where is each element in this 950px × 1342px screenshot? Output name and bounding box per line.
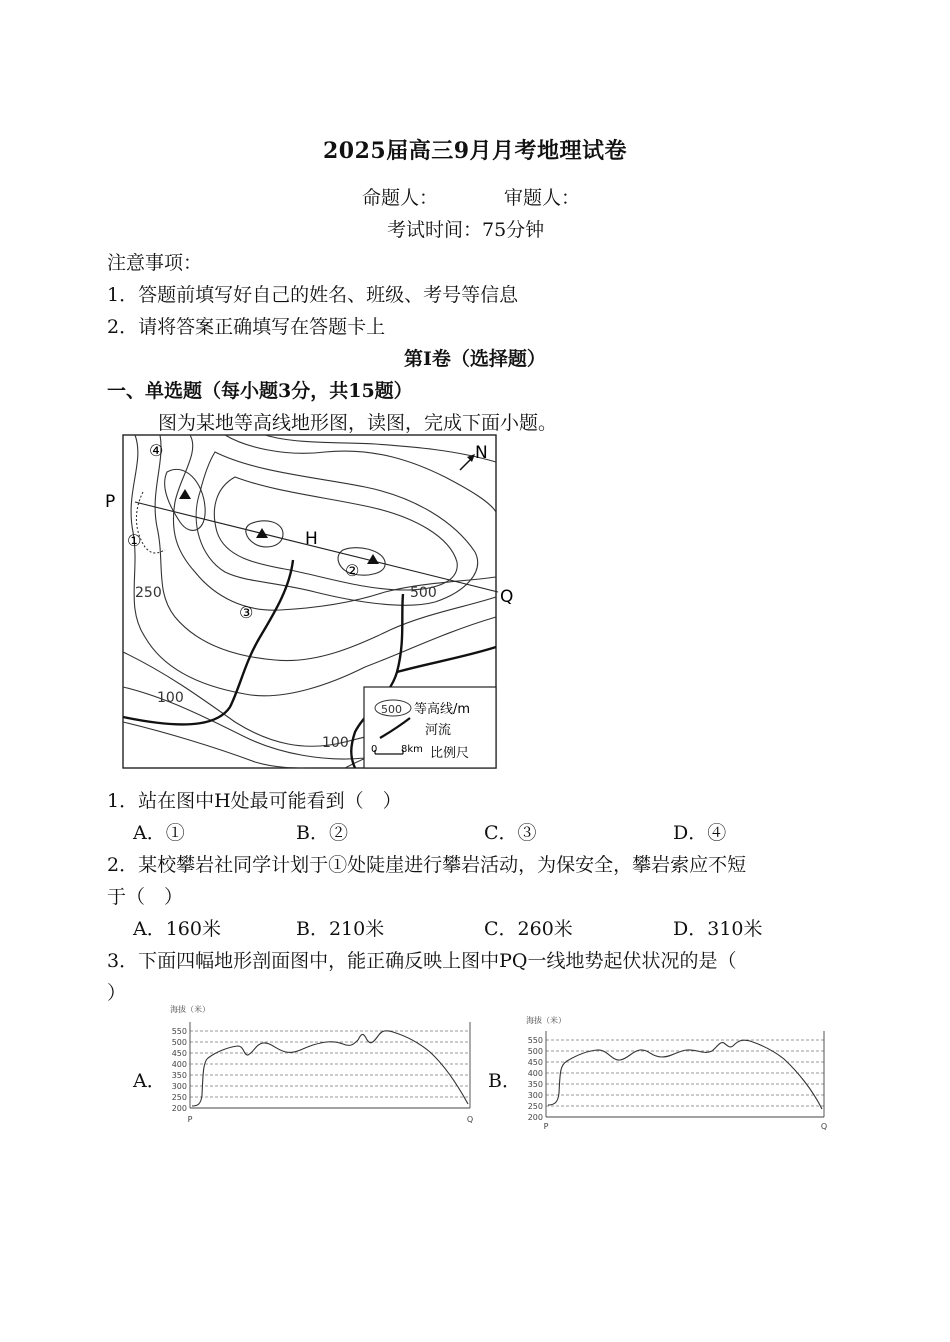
profile-x-end: Q [466, 1115, 474, 1124]
q2-option-b[interactable]: B．210米 [296, 918, 385, 940]
profile-tick: 350 [527, 1080, 543, 1089]
profile-tick: 400 [171, 1060, 187, 1069]
profile-ylabel: 海拔（米） [170, 1005, 210, 1014]
map-elev-100: 100 [157, 690, 184, 706]
question-1-stem: 1．站在图中H处最可能看到（ ） [107, 790, 402, 812]
note-item: 2．请将答案正确填写在答题卡上 [107, 316, 386, 338]
profile-tick: 500 [527, 1047, 543, 1056]
q2-option-a[interactable]: A．160米 [133, 918, 221, 940]
volume-heading: 第Ⅰ卷（选择题） [404, 348, 546, 370]
profile-tick: 450 [527, 1058, 543, 1067]
profile-chart-b [522, 1013, 832, 1133]
legend-contour-sample: 500 [381, 703, 402, 716]
map-label-q: Q [500, 587, 514, 607]
question-3-stem-cont: ） [107, 982, 127, 1004]
q1-option-b[interactable]: B．② [296, 822, 348, 844]
legend-scale-km: 8km [401, 744, 423, 755]
question-2-stem-cont: 于（ ） [107, 886, 184, 908]
map-label-n: N [475, 443, 488, 463]
map-label-c4: ④ [149, 441, 164, 460]
map-elev-500: 500 [410, 585, 437, 601]
profile-tick: 550 [527, 1036, 543, 1045]
profile-x-start: P [543, 1122, 549, 1131]
map-elev-100: 100 [322, 735, 349, 751]
intro-text: 图为某地等高线地形图，读图，完成下面小题。 [158, 412, 558, 434]
q3-option-b[interactable]: B． [488, 1070, 521, 1092]
profile-tick: 300 [527, 1091, 543, 1100]
legend-river-label: 河流 [425, 723, 452, 738]
profile-tick: 550 [171, 1027, 187, 1036]
q3-option-a[interactable]: A． [133, 1070, 166, 1092]
profile-tick: 350 [171, 1071, 187, 1080]
profile-tick: 200 [171, 1104, 187, 1113]
profile-tick: 250 [527, 1102, 543, 1111]
map-label-c2: ② [345, 561, 360, 580]
reviewer-label: 审题人： [504, 187, 581, 209]
profile-chart-a [168, 1000, 478, 1130]
map-label-c3: ③ [239, 603, 254, 622]
profile-tick: 450 [171, 1049, 187, 1058]
q2-option-d[interactable]: D．310米 [673, 918, 763, 940]
profile-ylabel: 海拔（米） [526, 1016, 566, 1025]
setter-label: 命题人： [362, 187, 439, 209]
profile-tick: 500 [171, 1038, 187, 1047]
legend-contour-label: 等高线/m [414, 702, 471, 717]
q1-option-d[interactable]: D．④ [673, 822, 727, 844]
page-title: 2025届高三9月月考地理试卷 [322, 138, 628, 164]
map-label-p: P [105, 492, 116, 512]
legend-scale-label: 比例尺 [430, 746, 470, 761]
exam-time: 考试时间：75分钟 [387, 219, 545, 241]
map-label-c1: ① [127, 531, 142, 550]
map-elev-250: 250 [135, 585, 162, 601]
question-2-stem: 2．某校攀岩社同学计划于①处陡崖进行攀岩活动，为保安全，攀岩索应不短 [107, 854, 747, 876]
q2-option-c[interactable]: C．260米 [484, 918, 573, 940]
note-item: 1．答题前填写好自己的姓名、班级、考号等信息 [107, 284, 519, 306]
question-3-stem: 3．下面四幅地形剖面图中，能正确反映上图中PQ一线地势起伏状况的是（ [107, 950, 737, 972]
profile-x-start: P [187, 1115, 193, 1124]
notes-heading: 注意事项： [107, 252, 203, 274]
part-heading: 一、单选题（每小题3分，共15题） [107, 380, 413, 402]
profile-tick: 300 [171, 1082, 187, 1091]
contour-map [105, 432, 525, 777]
profile-tick: 200 [527, 1113, 543, 1122]
profile-x-end: Q [820, 1122, 828, 1131]
map-label-h: H [305, 529, 318, 549]
profile-tick: 250 [171, 1093, 187, 1102]
q1-option-a[interactable]: A．① [133, 822, 185, 844]
q1-option-c[interactable]: C．③ [484, 822, 537, 844]
legend-scale-zero: 0 [371, 744, 378, 755]
profile-tick: 400 [527, 1069, 543, 1078]
